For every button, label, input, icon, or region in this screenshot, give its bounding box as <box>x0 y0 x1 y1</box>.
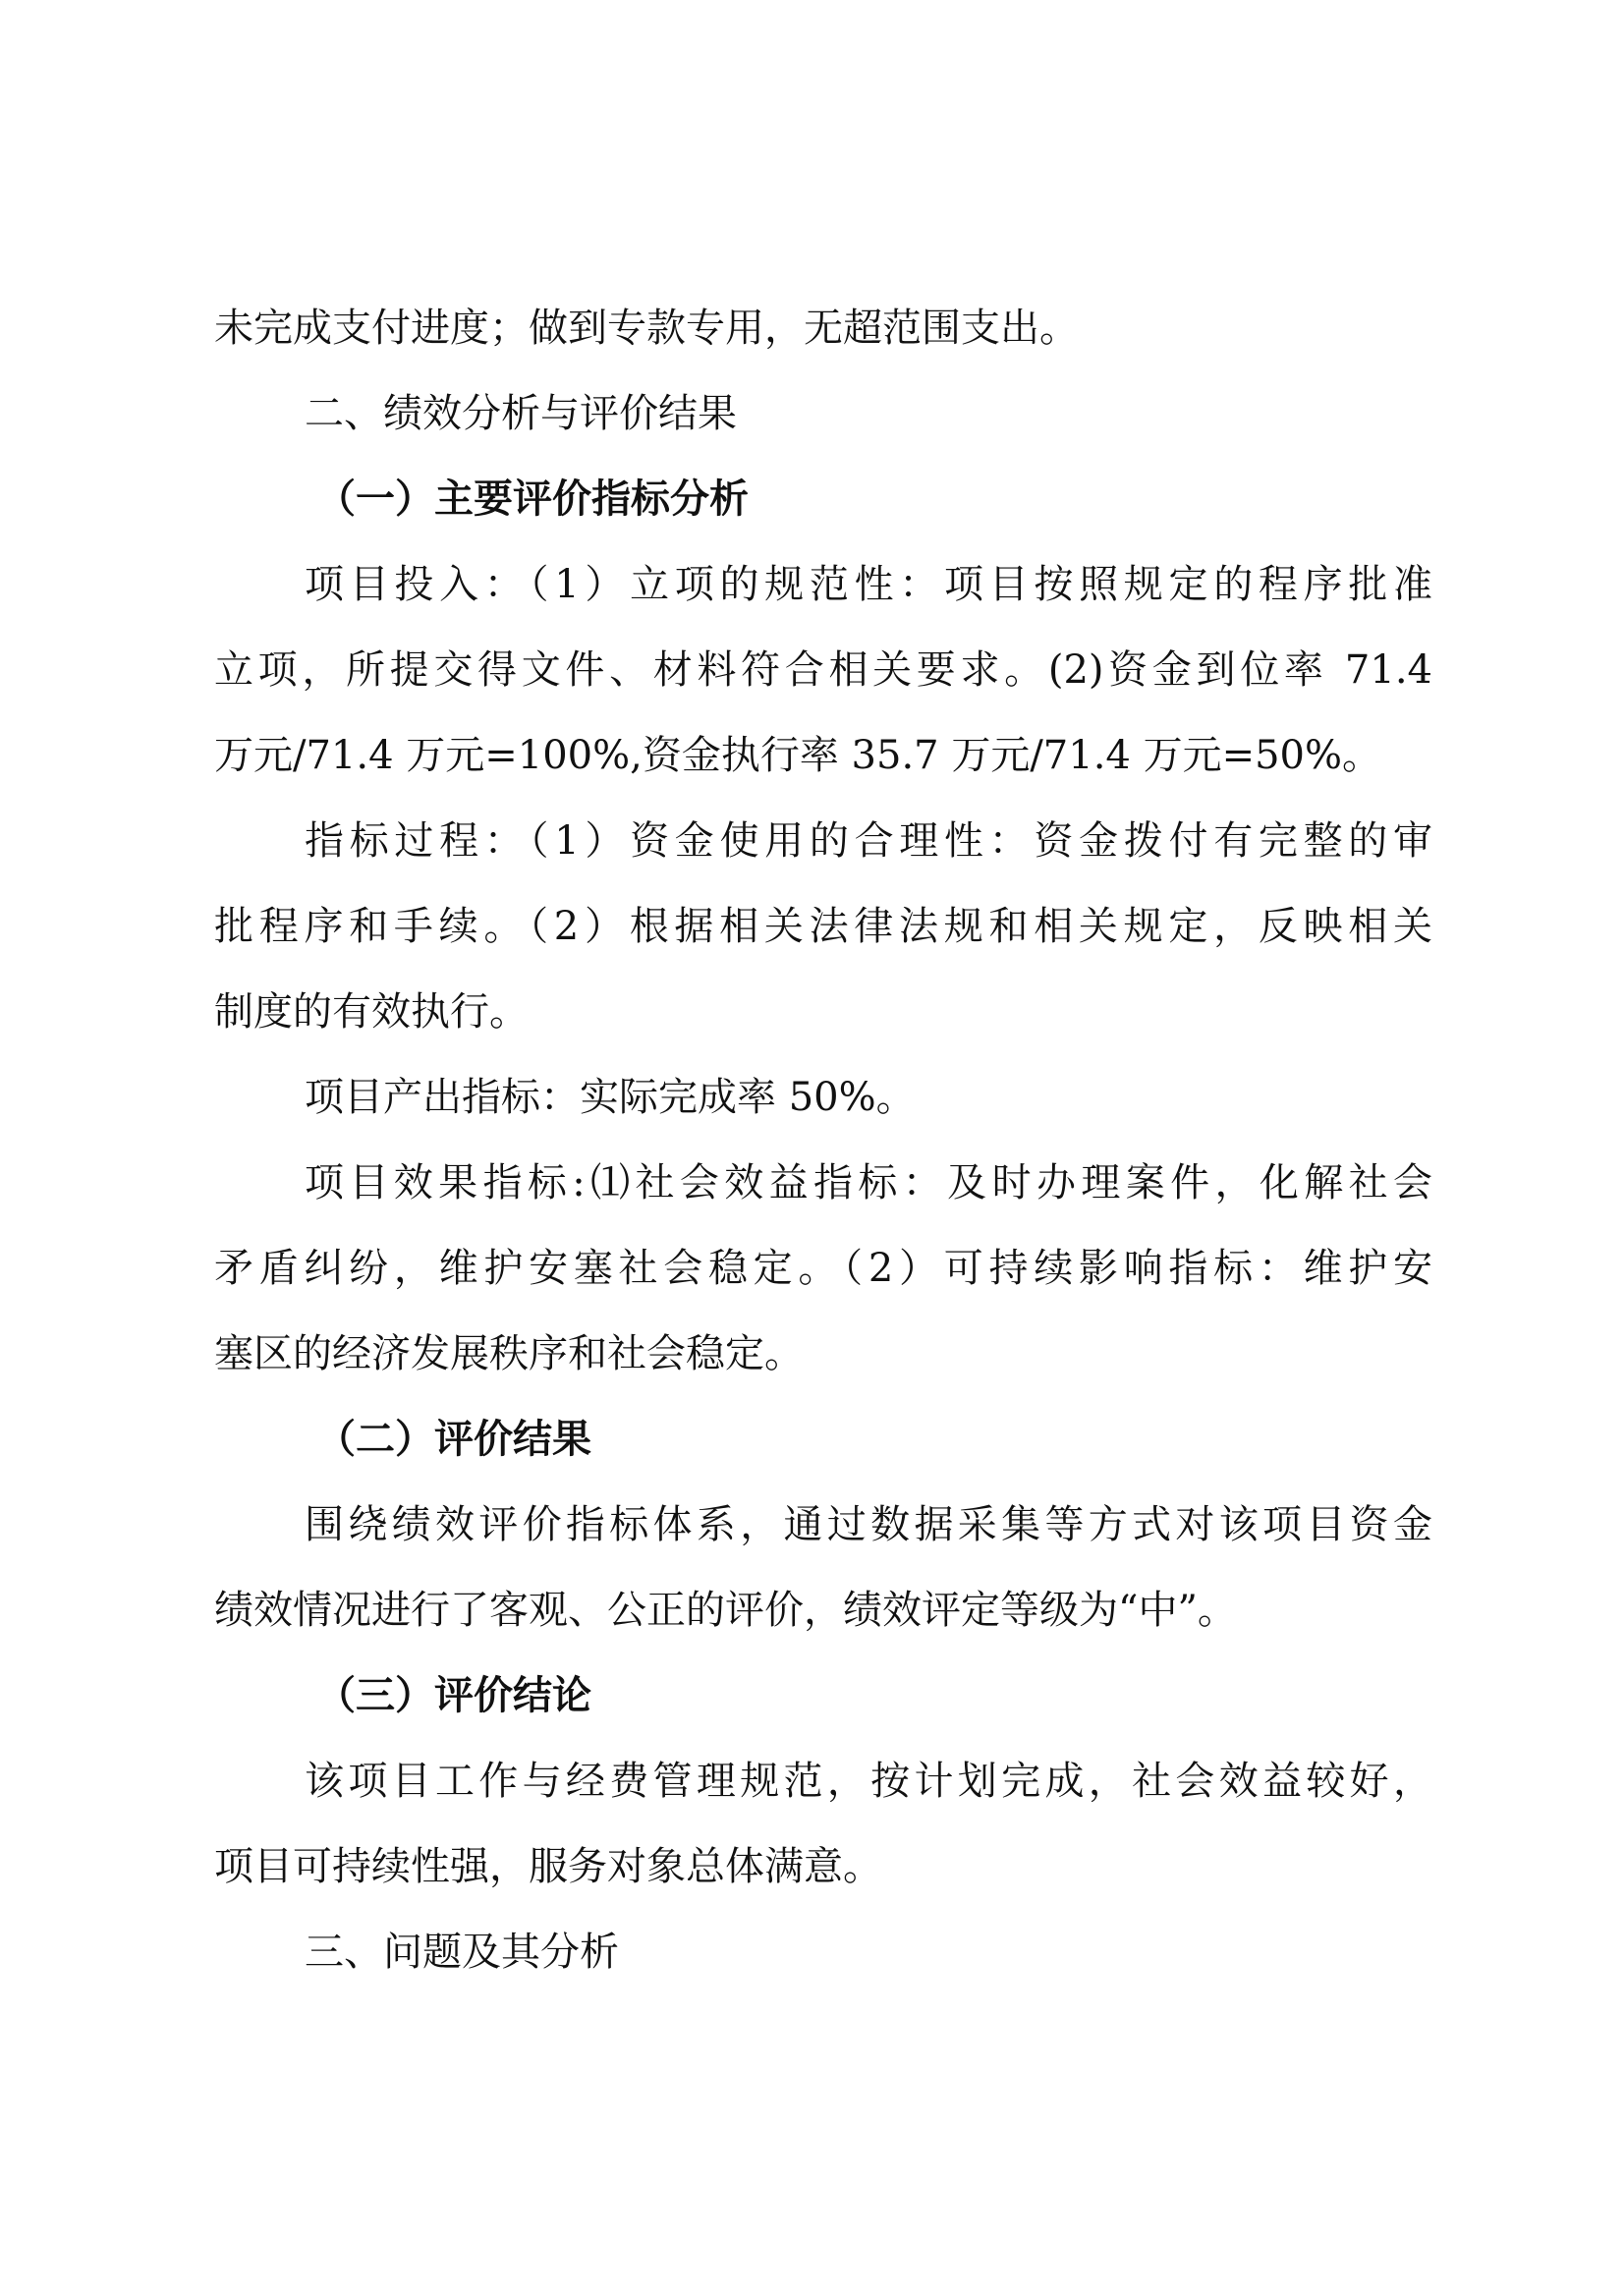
paragraph-line: 未完成支付进度；做到专款专用，无超范围支出。 <box>214 306 1079 351</box>
paragraph-line: 项目效果指标:⑴社会效益指标：及时办理案件，化解社会 <box>305 1160 1432 1205</box>
paragraph-line: 该项目工作与经费管理规范，按计划完成，社会效益较好， <box>305 1759 1432 1804</box>
section-heading-2: 二、绩效分析与评价结果 <box>305 391 737 436</box>
paragraph-line: 指标过程：（1）资金使用的合理性：资金拨付有完整的审 <box>305 818 1432 864</box>
section-heading-3: 三、问题及其分析 <box>305 1930 619 1975</box>
paragraph-line: 塞区的经济发展秩序和社会稳定。 <box>214 1331 804 1376</box>
paragraph-line: 万元/71.4 万元=100%,资金执行率 35.7 万元/71.4 万元=50%。 <box>214 733 1382 778</box>
paragraph-line: 矛盾纠纷，维护安塞社会稳定。（2）可持续影响指标：维护安 <box>214 1246 1432 1291</box>
paragraph-line: 项目投入：（1）立项的规范性：项目按照规定的程序批准 <box>305 562 1432 607</box>
paragraph-line: 围绕绩效评价指标体系，通过数据采集等方式对该项目资金 <box>305 1502 1432 1547</box>
subsection-heading-2-2: （二）评价结果 <box>316 1417 591 1462</box>
subsection-heading-2-3: （三）评价结论 <box>316 1673 591 1718</box>
subsection-heading-2-1: （一）主要评价指标分析 <box>316 476 749 522</box>
paragraph-line: 批程序和手续。（2）根据相关法律法规和相关规定，反映相关 <box>214 904 1432 949</box>
paragraph-line: 绩效情况进行了客观、公正的评价，绩效评定等级为“中”。 <box>214 1588 1237 1633</box>
paragraph-line: 制度的有效执行。 <box>214 989 529 1035</box>
paragraph-line: 立项，所提交得文件、材料符合相关要求。(2)资金到位率 71.4 <box>214 647 1432 693</box>
paragraph-line: 项目产出指标：实际完成率 50%。 <box>305 1075 916 1120</box>
paragraph-line: 项目可持续性强，服务对象总体满意。 <box>214 1844 882 1889</box>
